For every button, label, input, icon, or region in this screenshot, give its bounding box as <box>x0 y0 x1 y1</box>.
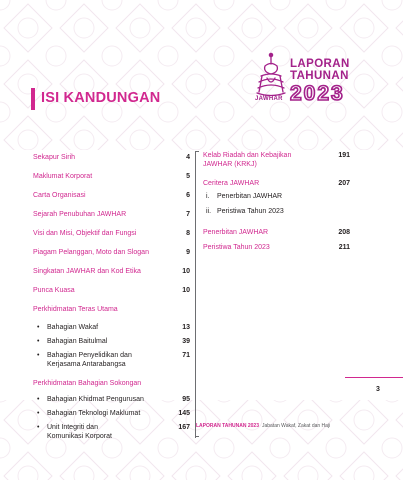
toc-entry-label: Sejarah Penubuhan JAWHAR <box>33 211 127 218</box>
footer-subtitle: Jabatan Wakaf, Zakat dan Haji <box>261 423 331 429</box>
toc-section-heading[interactable] <box>33 305 190 314</box>
toc-entry-page: 211 <box>338 244 350 251</box>
toc-entry-page: 10 <box>182 268 190 275</box>
toc-entry-label: Penerbitan JAWHAR <box>217 193 283 200</box>
logo-brand-text: JAWHAR <box>255 96 283 102</box>
toc-entry[interactable] <box>33 229 190 238</box>
footer-title: LAPORAN TAHUNAN 2023 <box>196 423 259 429</box>
toc-entry[interactable] <box>33 267 190 276</box>
heading-accent-bar <box>31 88 35 110</box>
toc-entry-page: 71 <box>182 352 190 359</box>
toc-entry-page: 6 <box>186 192 190 199</box>
toc-entry-page: 39 <box>182 338 190 345</box>
toc-entry-page: 207 <box>338 180 350 187</box>
logo-line-year: 2023 <box>290 82 345 105</box>
toc-entry-label: Piagam Pelanggan, Moto dan Slogan <box>33 249 149 256</box>
toc-left-column <box>33 153 190 441</box>
toc-subentry[interactable] <box>33 337 190 346</box>
toc-entry-label: Unit Integriti dan Komunikasi Korporat <box>47 424 112 440</box>
toc-section-label: Perkhidmatan Teras Utama <box>33 306 118 313</box>
toc-entry-page: 4 <box>186 154 190 161</box>
toc-entry-label: Peristiwa Tahun 2023 <box>217 208 284 215</box>
column-divider-cap <box>195 151 199 152</box>
footer <box>196 423 330 429</box>
toc-entry-label: Penerbitan JAWHAR <box>203 229 269 236</box>
toc-entry-label: Peristiwa Tahun 2023 <box>203 244 270 251</box>
toc-entry-label: Sekapur Sirih <box>33 154 76 161</box>
logo-line-tahunan: TAHUNAN <box>290 70 349 82</box>
toc-subentry[interactable] <box>203 207 350 216</box>
toc-entry-label: Bahagian Khidmat Pengurusan <box>47 396 144 403</box>
toc-entry-page: 167 <box>178 424 190 431</box>
toc-entry-page: 7 <box>186 211 190 218</box>
toc-subentry[interactable] <box>33 323 190 332</box>
bullet-icon: • <box>37 338 40 345</box>
toc-entry-page: 8 <box>186 230 190 237</box>
toc-entry[interactable] <box>33 248 190 257</box>
toc-entry[interactable] <box>203 228 350 237</box>
page-number-rule <box>345 377 403 378</box>
annual-report-logo <box>253 52 363 108</box>
toc-roman-numeral: ii. <box>206 208 212 215</box>
bullet-icon: • <box>37 324 40 331</box>
toc-entry[interactable] <box>203 151 350 169</box>
column-divider <box>195 151 196 438</box>
toc-entry-label: Kelab Riadah dan Kebajikan JAWHAR (KRKJ) <box>203 152 292 168</box>
toc-entry-page: 5 <box>186 173 190 180</box>
toc-roman-numeral: i. <box>206 193 210 200</box>
toc-entry[interactable] <box>203 179 350 188</box>
toc-entry[interactable] <box>33 210 190 219</box>
toc-entry-label: Maklumat Korporat <box>33 173 93 180</box>
bullet-icon: • <box>37 410 40 417</box>
toc-section-heading[interactable] <box>33 379 190 388</box>
page-number: 3 <box>376 386 380 393</box>
toc-entry-page: 9 <box>186 249 190 256</box>
toc-entry-label: Singkatan JAWHAR dan Kod Etika <box>33 268 141 275</box>
logo-line-laporan: LAPORAN <box>290 58 350 70</box>
toc-right-column <box>203 151 350 252</box>
toc-entry-label: Bahagian Baitulmal <box>47 338 108 345</box>
toc-entry-label: Punca Kuasa <box>33 287 75 294</box>
toc-entry[interactable] <box>33 286 190 295</box>
toc-section-label: Perkhidmatan Bahagian Sokongan <box>33 380 142 387</box>
column-divider-cap <box>195 436 199 437</box>
bullet-icon: • <box>37 352 40 359</box>
logo-title <box>290 58 350 104</box>
bullet-icon: • <box>37 396 40 403</box>
toc-entry[interactable] <box>203 243 350 252</box>
toc-entry-label: Bahagian Wakaf <box>47 324 99 331</box>
toc-subentry[interactable] <box>33 395 190 404</box>
toc-entry-label: Ceritera JAWHAR <box>203 180 260 187</box>
toc-entry-label: Bahagian Penyelidikan dan Kerjasama Antarabangsa <box>47 352 132 368</box>
toc-entry-label: Bahagian Teknologi Maklumat <box>47 410 141 417</box>
toc-entry[interactable] <box>33 191 190 200</box>
toc-subentry[interactable] <box>33 423 190 441</box>
toc-entry-label: Visi dan Misi, Objektif dan Fungsi <box>33 230 137 237</box>
toc-entry[interactable] <box>33 172 190 181</box>
toc-subentry[interactable] <box>33 409 190 418</box>
bullet-icon: • <box>37 424 40 431</box>
toc-entry[interactable] <box>33 153 190 162</box>
toc-entry-page: 145 <box>178 410 190 417</box>
toc-entry-page: 10 <box>182 287 190 294</box>
toc-subentry[interactable] <box>33 351 190 369</box>
page-title: ISI KANDUNGAN <box>41 90 161 106</box>
toc-entry-page: 95 <box>182 396 190 403</box>
toc-subentry[interactable] <box>203 192 350 201</box>
toc-entry-page: 208 <box>338 229 350 236</box>
toc-entry-page: 191 <box>338 152 350 159</box>
toc-entry-label: Carta Organisasi <box>33 192 86 199</box>
toc-entry-page: 13 <box>182 324 190 331</box>
